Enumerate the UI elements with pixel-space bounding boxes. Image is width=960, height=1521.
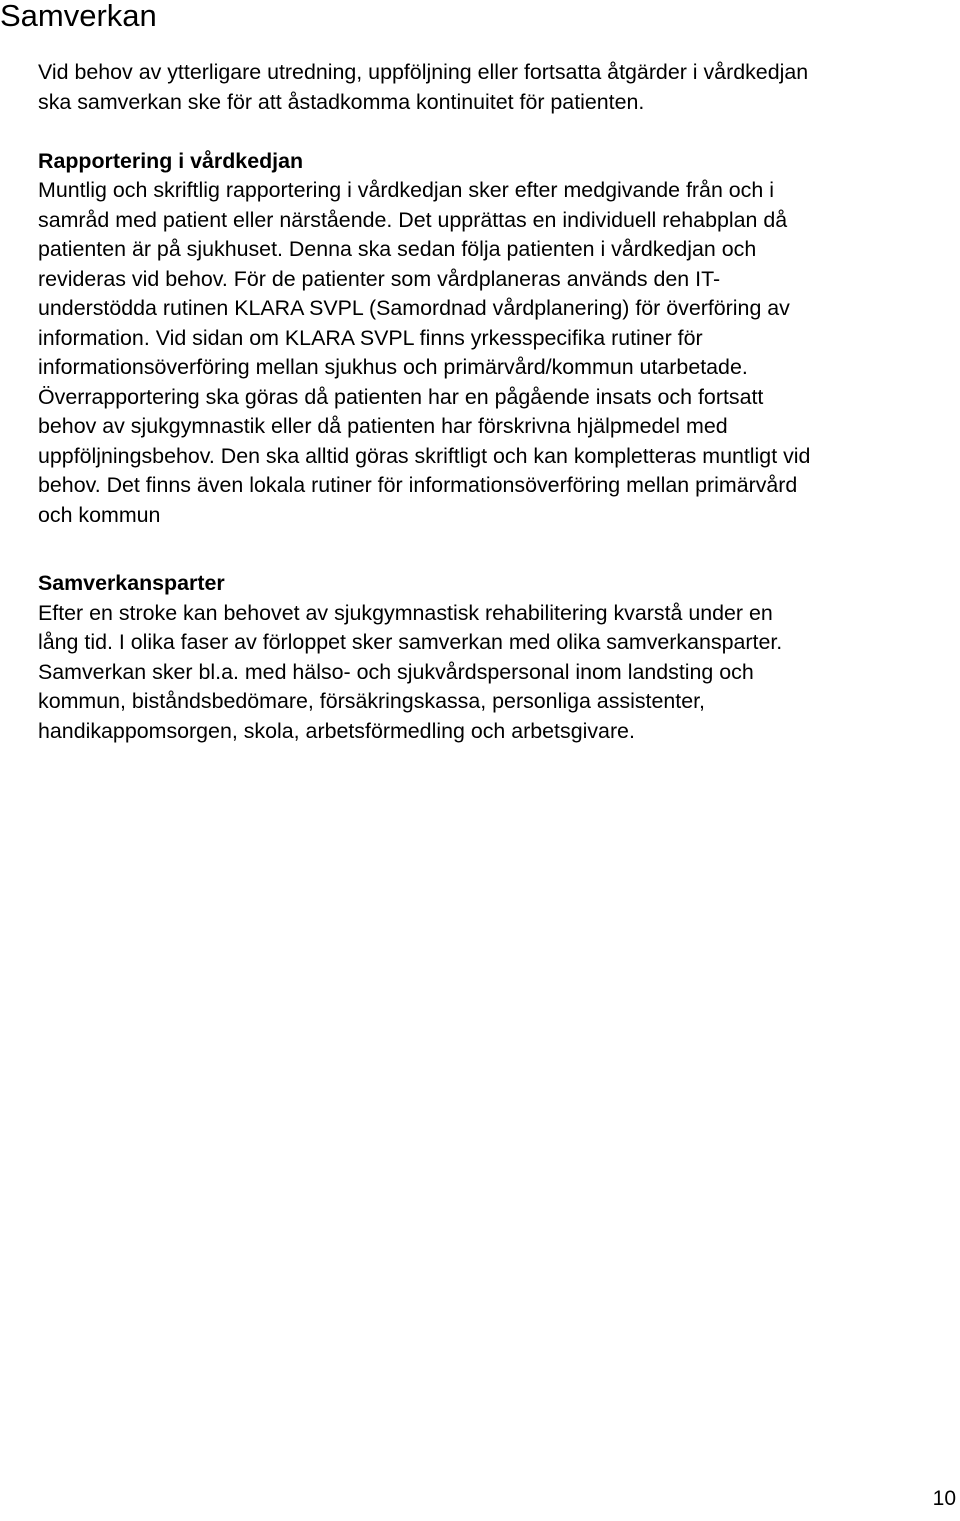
text-line: Överrapportering ska göras då patienten har en pågående insats och fortsatt bbox=[38, 384, 764, 409]
document-body bbox=[38, 58, 938, 746]
page-title: Samverkan bbox=[0, 0, 157, 33]
text-line: Samverkan sker bl.a. med hälso- och sjukvårdspersonal inom landsting och bbox=[38, 659, 754, 684]
text-line: informationsöverföring mellan sjukhus och primärvård/kommun utarbetade. bbox=[38, 355, 748, 379]
text-line: samråd med patient eller närstående. Det upprättas en individuell rehabplan då bbox=[38, 207, 788, 232]
section-heading: Rapportering i vårdkedjan bbox=[38, 148, 304, 173]
text-line: handikappomsorgen, skola, arbetsförmedling och arbetsgivare. bbox=[38, 718, 635, 743]
text-line: kommun, biståndsbedömare, försäkringskassa, personliga assistenter, bbox=[38, 689, 706, 713]
section-samverkansparter bbox=[38, 569, 938, 746]
text-line: lång tid. I olika faser av förloppet sker samverkan med olika samverkansparter. bbox=[38, 630, 783, 654]
text-line: och kommun bbox=[38, 502, 161, 527]
text-line: behov. Det finns även lokala rutiner för informationsöverföring mellan primärvård bbox=[38, 473, 798, 497]
paragraph-spacer bbox=[38, 117, 938, 147]
text-line: understödda rutinen KLARA SVPL (Samordnad vårdplanering) för överföring av bbox=[38, 296, 790, 320]
text-line: ska samverkan ske för att åstadkomma kontinuitet för patienten. bbox=[38, 89, 645, 114]
text-line: Muntlig och skriftlig rapportering i vårdkedjan sker efter medgivande från och i bbox=[38, 178, 774, 202]
text-line: uppföljningsbehov. Den ska alltid göras skriftligt och kan kompletteras muntligt vid bbox=[38, 443, 811, 468]
paragraph-spacer bbox=[38, 530, 938, 569]
section-rapportering bbox=[38, 147, 938, 531]
page-number: 10 bbox=[932, 1487, 956, 1510]
text-line: revideras vid behov. För de patienter som vårdplaneras används den IT- bbox=[38, 266, 721, 291]
text-line: behov av sjukgymnastik eller då patienten har förskrivna hjälpmedel med bbox=[38, 414, 728, 438]
text-line: patienten är på sjukhuset. Denna ska sedan följa patienten i vårdkedjan och bbox=[38, 237, 757, 261]
text-line: information. Vid sidan om KLARA SVPL finns yrkesspecifika rutiner för bbox=[38, 325, 703, 350]
text-line: Vid behov av ytterligare utredning, uppföljning eller fortsatta åtgärder i vårdkedjan bbox=[38, 60, 809, 84]
intro-paragraph bbox=[38, 58, 938, 117]
section-heading: Samverkansparter bbox=[38, 571, 225, 595]
text-line: Efter en stroke kan behovet av sjukgymnastisk rehabilitering kvarstå under en bbox=[38, 600, 773, 625]
